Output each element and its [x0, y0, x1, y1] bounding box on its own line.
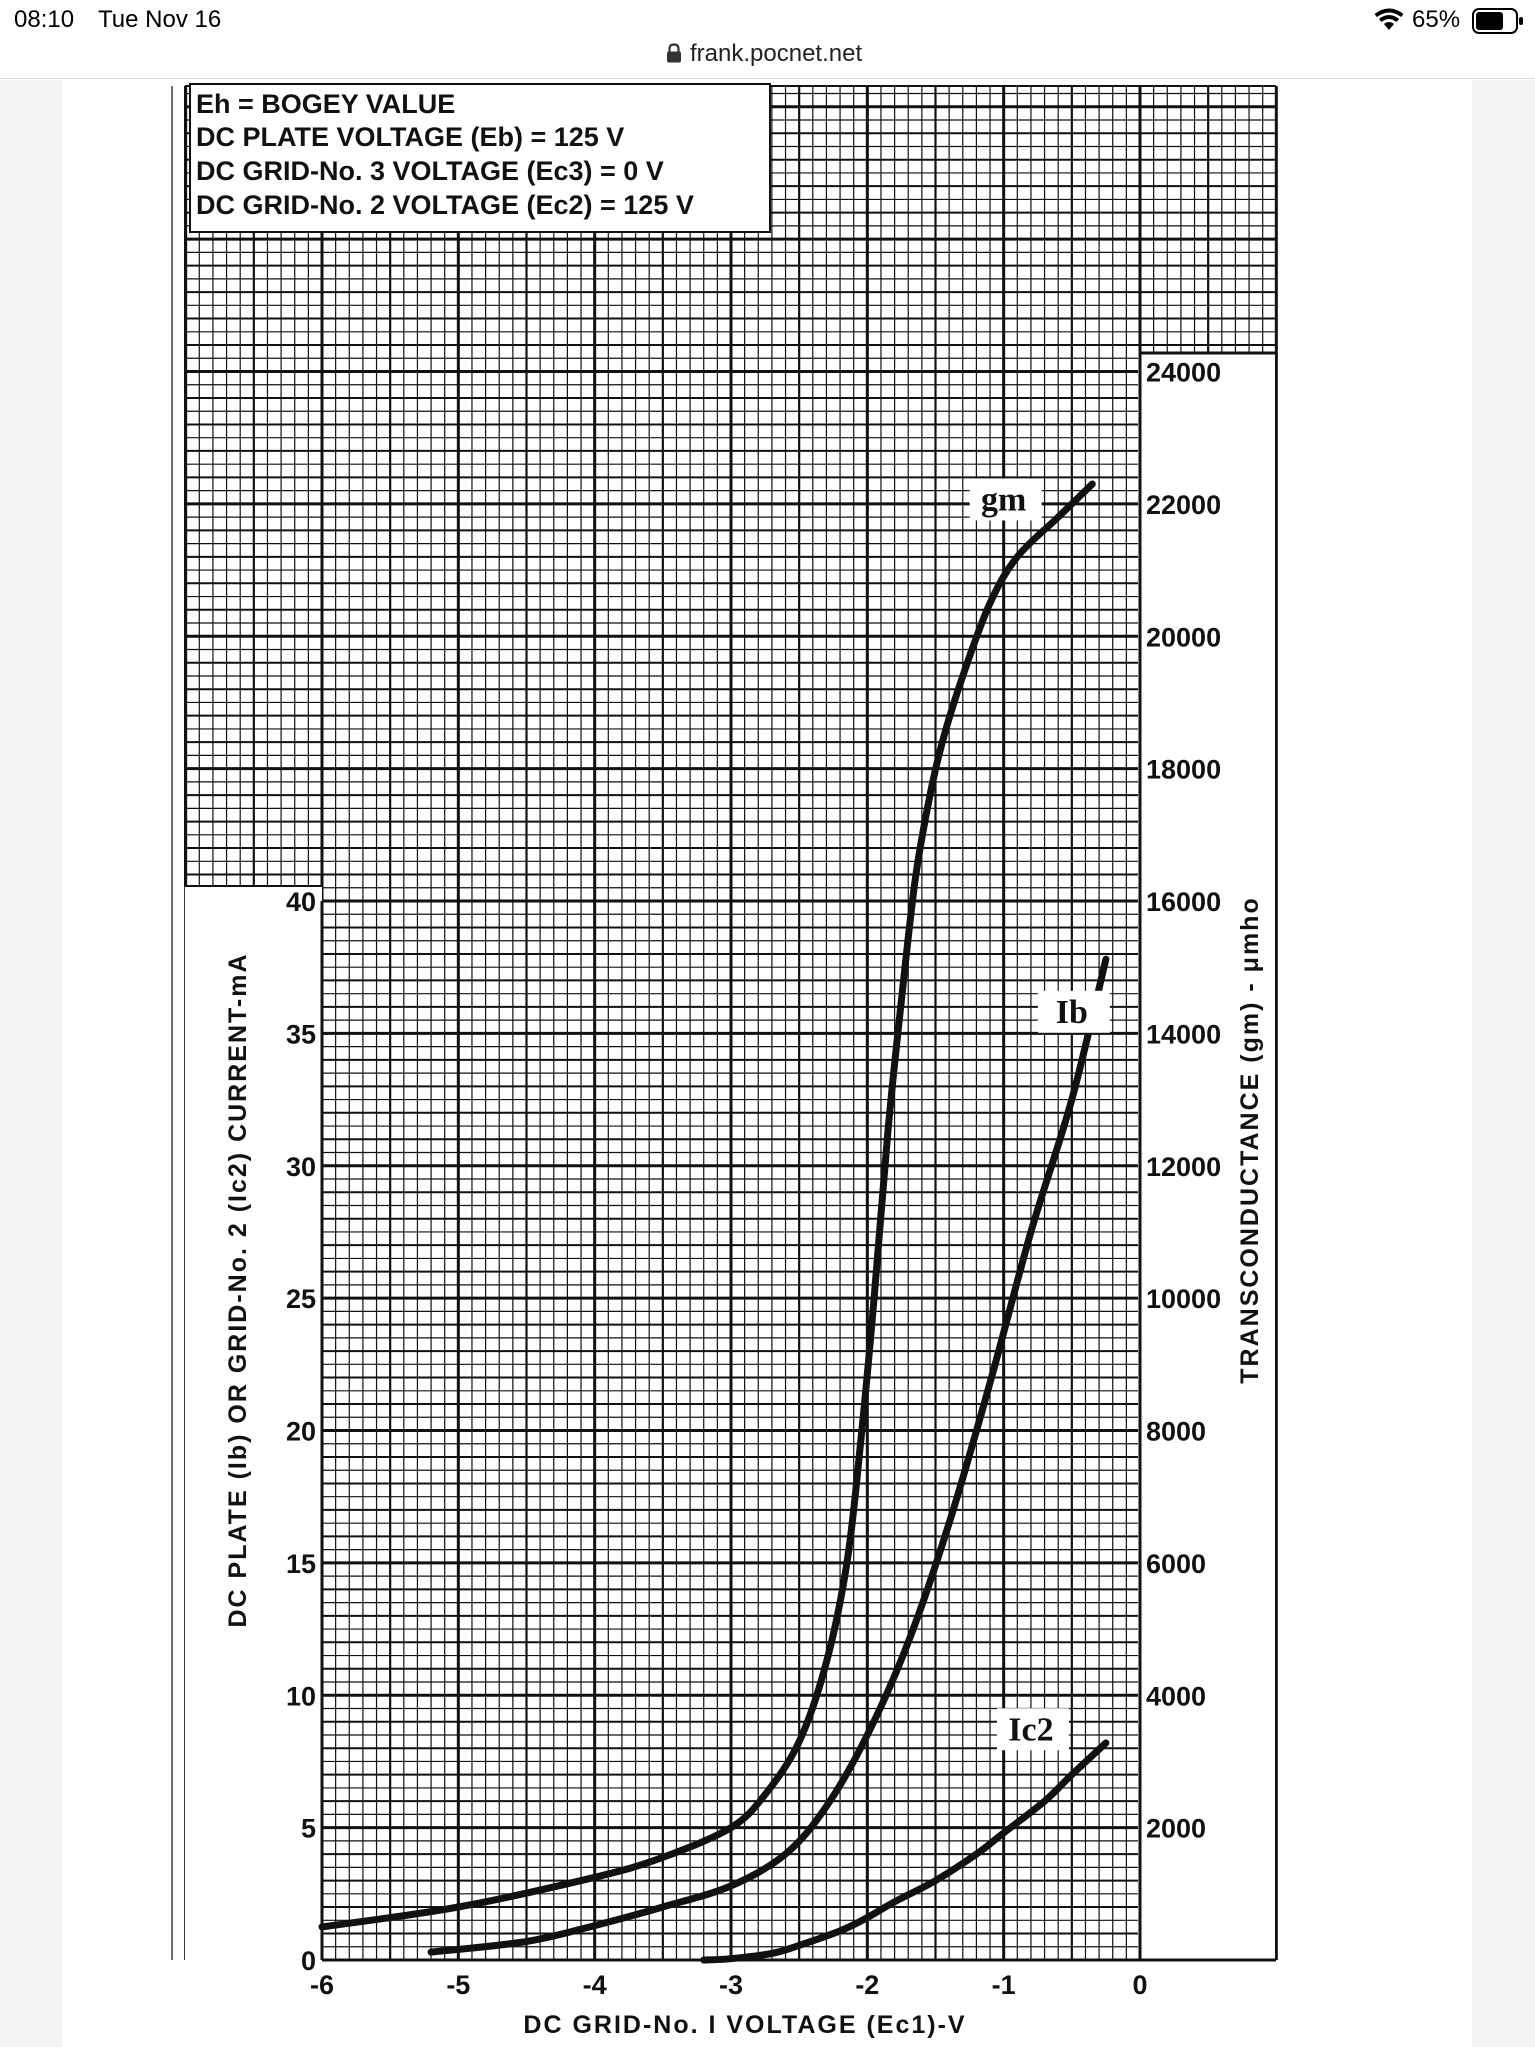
- battery-percent: 65%: [1412, 6, 1461, 33]
- y-left-tick-label: 10: [285, 1681, 316, 1712]
- conditions-line-3: DC GRID-No. 3 VOLTAGE (Ec3) = 0 V: [196, 156, 664, 186]
- status-date: Tue Nov 16: [98, 6, 222, 33]
- y-right-tick-label: 18000: [1146, 754, 1222, 785]
- series-labels: [970, 478, 1110, 1750]
- y-right-tick-label: 12000: [1146, 1151, 1222, 1182]
- conditions-line-1: Eh = BOGEY VALUE: [196, 89, 456, 119]
- y-left-tick-label: 30: [285, 1151, 316, 1182]
- y-right-tick-label: 22000: [1146, 489, 1222, 520]
- y-right-axis-label: TRANSCONDUCTANCE (gm) - μmho: [1236, 896, 1264, 1384]
- series-label-gm: gm: [981, 481, 1027, 519]
- y-right-tick-label: 2000: [1146, 1813, 1207, 1844]
- y-right-tick-label: 4000: [1146, 1681, 1207, 1712]
- y-right-tick-label: 20000: [1146, 622, 1222, 653]
- x-tick-label: -5: [446, 1970, 471, 2000]
- x-tick-label: 0: [1132, 1970, 1148, 2000]
- x-tick-label: -1: [991, 1970, 1016, 2000]
- y-left-tick-label: 20: [285, 1416, 316, 1447]
- curves: [322, 484, 1106, 1960]
- y-left-tick-label: 40: [285, 887, 316, 917]
- y-right-tick-label: 8000: [1146, 1416, 1207, 1447]
- y-right-tick-label: 14000: [1146, 1019, 1222, 1050]
- x-tick-label: -4: [582, 1970, 607, 2000]
- y-right-tick-label: 24000: [1146, 357, 1222, 388]
- y-right-tick-label: 16000: [1146, 887, 1222, 917]
- y-left-tick-label: 15: [285, 1548, 316, 1579]
- y-left-axis-label: DC PLATE (Ib) OR GRID-No. 2 (Ic2) CURRENT-mA: [224, 952, 252, 1628]
- y-left-tick-label: 5: [300, 1813, 316, 1844]
- url-text: frank.pocnet.net: [690, 40, 863, 67]
- chart-grid: [172, 86, 1276, 1960]
- y-left-tick-label: 35: [285, 1019, 316, 1050]
- conditions-line-4: DC GRID-No. 2 VOLTAGE (Ec2) = 125 V: [196, 190, 694, 220]
- series-label-ic2: Ic2: [1008, 1711, 1054, 1749]
- x-tick-label: -3: [718, 1970, 744, 2000]
- x-tick-label: -6: [309, 1970, 335, 2000]
- series-label-ib: Ib: [1055, 993, 1088, 1031]
- y-right-tick-label: 6000: [1146, 1548, 1207, 1579]
- status-time: 08:10: [14, 6, 75, 33]
- y-left-tick-label: 0: [300, 1946, 316, 1976]
- conditions-box: [190, 84, 770, 232]
- y-right-tick-label: 10000: [1146, 1284, 1222, 1315]
- x-tick-label: -2: [855, 1970, 880, 2000]
- y-left-tick-label: 25: [285, 1284, 316, 1315]
- x-axis-label: DC GRID-No. I VOLTAGE (Ec1)-V: [523, 2011, 967, 2039]
- conditions-line-2: DC PLATE VOLTAGE (Eb) = 125 V: [196, 122, 625, 152]
